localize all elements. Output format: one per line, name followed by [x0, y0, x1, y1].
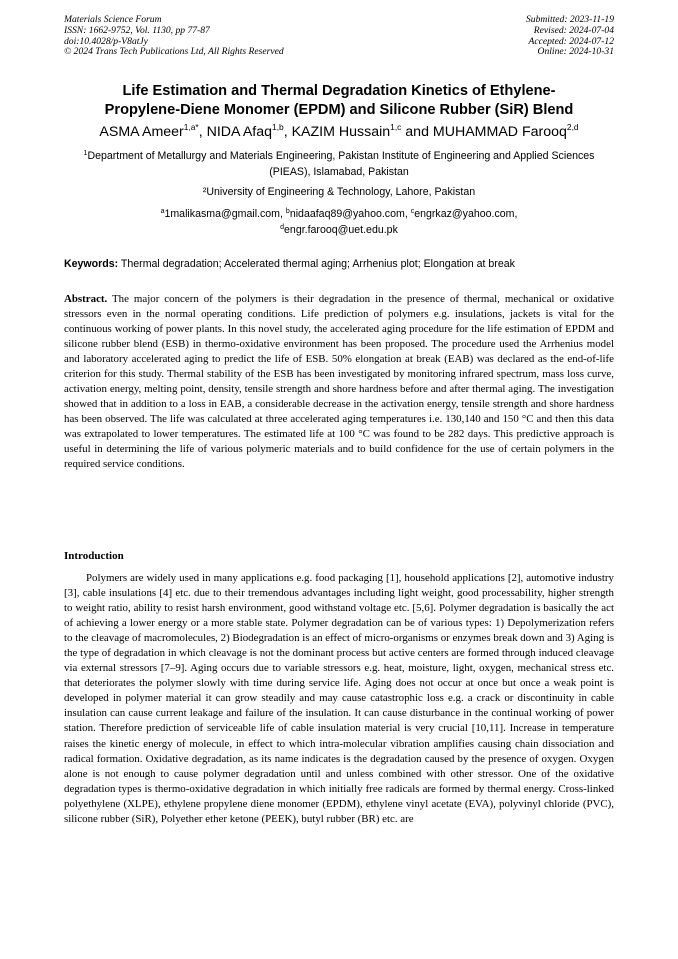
- author-name: ASMA Ameer: [99, 124, 184, 140]
- introduction-paragraph: Polymers are widely used in many applications e.g. food packaging [1], household applications [2], automotive industry [3], cable insulations [4] etc. due to their tremendous advantages including light weight, good processability, higher strength to weight ratio, ability to resist harsh environment, good withstand voltage etc. [5,6]. Polymer degradation is basically the act of achieving a lower energy or a more stable state. Polymer degradation can be of various types: 1) Depolymerization refers to the cleavage of macromolecules, 2) Biodegradation is an effect of micro-organisms or enzymes break down and 3) Aging is the type of degradation in which cleavage is not the dominant process but active centers are formed through induced cleavage via external stressors [7–9]. Aging occurs due to variable stressors e.g. heat, moisture, light, oxygen, mechanical stress etc. that deteriorates the polymer slowly with time during service life. Aging does not occur at once but once a weak point is developed in polymer material it can grow steadily and may cause catastrophic loss e.g. a crack or discontinuity in cable insulation can cause current leakage and failure of the insulation. It can cause disturbance in the continual working of power station. Therefore prediction of serviceable life of cable insulation material is very crucial [10,11]. Increase in temperature raises the kinetic energy of molecule, in effect to which intra-molecular vibration amplifies causing chain dissociation and radical formation. Oxidative degradation, as its name indicates is the degradation caused by the presence of oxygen. Oxygen alone is not enough to cause polymer degradation until and unless combined with other stressor. One of the oxidative degradation types is thermo-oxidative degradation in which initially free radicals are formed by thermal energy. Cross-linked polyethylene (XLPE), ethylene propylene diene monomer (EPDM), ethylene vinyl acetate (EVA), polyvinyl chloride (PVC), silicone rubber (SiR), Polyether ether ketone (PEEK), butyl rubber (BR) etc. are: [64, 572, 615, 825]
- dates-header: [526, 15, 614, 58]
- author-superscript: 2,d: [566, 122, 579, 132]
- email-address[interactable]: 1malikasma@gmail.com,: [164, 208, 286, 220]
- date-online: Online: 2024-10-31: [537, 46, 614, 58]
- email-list: [70, 207, 608, 238]
- journal-doi[interactable]: doi:10.4028/p-V8atJy: [64, 35, 148, 47]
- date-submitted: Submitted: 2023-11-19: [525, 14, 614, 25]
- abstract-label: Abstract.: [64, 293, 108, 305]
- affiliation-1: [70, 149, 608, 180]
- author-superscript: 1,a*: [183, 122, 199, 132]
- author-superscript: 1,c: [390, 122, 402, 132]
- date-revised: Revised: 2024-07-04: [533, 24, 614, 36]
- author-name: MUHAMMAD Farooq: [432, 124, 567, 140]
- author-name: KAZIM Hussain: [291, 124, 391, 140]
- author-separator: and: [401, 124, 433, 140]
- keywords-label: Keywords:: [64, 258, 119, 270]
- email-superscript: a: [160, 208, 165, 215]
- affiliation-2: ²University of Engineering & Technology, Lahore, Pakistan: [202, 186, 476, 198]
- affiliation-1-text: Department of Metallurgy and Materials Engineering, Pakistan Institute of Engineering and Applied Sciences (PIEAS), Islamabad, Pakistan: [87, 150, 595, 178]
- author-name: NIDA Afaq: [206, 124, 273, 140]
- title-line-1: Life Estimation and Thermal Degradation Kinetics of Ethylene-: [122, 83, 556, 99]
- introduction-heading: Introduction: [64, 550, 124, 562]
- email-address[interactable]: engrkaz@yahoo.com,: [414, 208, 518, 220]
- journal-header: [64, 15, 284, 58]
- email-address[interactable]: engr.farooq@uet.edu.pk: [284, 223, 398, 236]
- email-superscript: d: [280, 223, 285, 231]
- email-address[interactable]: nidaafaq89@yahoo.com,: [289, 208, 411, 220]
- abstract-text: The major concern of the polymers is their degradation in the presence of thermal, mechanical or oxidative stressors even in the normal operating conditions. Life prediction of polymers e.g. insulations, jackets is vital for the continuous working of power plants. In this novel study, the accelerated aging procedure for the life estimation of EPDM and silicone rubber blend (ESB) in thermo-oxidative environment has been proposed. The procedure used the Arrhenius model and laboratory accelerated aging to predict the life of ESB. 50% elongation at break (EAB) was declared as the end-of-life criterion for this study. Thermal stability of the ESB has been investigated by monitoring infrared spectrum, mass loss curve, activation energy, melting point, density, tensile strength and shore hardness before and after thermal aging. The investigation showed that in addition to a loss in EAB, a considerable decrease in the activation energy, tensile strength and shore hardness has been observed. The life was calculated at three accelerated aging temperatures i.e. 130,140 and 150 °C and then this data was extrapolated to lower temperatures. The estimated life at 100 °C was found to be 282 days. This predictive approach is useful in determining the life of various polymeric materials and to build confidence for the use of certain polymers in the required service conditions.: [64, 293, 614, 470]
- journal-issn: ISSN: 1662-9752, Vol. 1130, pp 77-87: [64, 24, 210, 36]
- paper-title: [40, 82, 638, 119]
- author-superscript: 1,b: [272, 122, 284, 132]
- journal-name: Materials Science Forum: [64, 14, 162, 25]
- journal-copyright: © 2024 Trans Tech Publications Ltd, All Rights Reserved: [64, 46, 284, 58]
- author-separator: ,: [198, 124, 207, 140]
- date-accepted: Accepted: 2024-07-12: [528, 35, 614, 47]
- abstract: [64, 292, 614, 472]
- author-list: [40, 123, 638, 141]
- email-superscript: b: [285, 208, 290, 215]
- affiliation-1-superscript: 1: [83, 150, 88, 157]
- keywords: [64, 257, 624, 271]
- email-superscript: c: [410, 208, 415, 215]
- title-line-2: Propylene-Diene Monomer (EPDM) and Silicone Rubber (SiR) Blend: [104, 101, 574, 118]
- author-separator: ,: [283, 124, 292, 140]
- keywords-text: Thermal degradation; Accelerated thermal aging; Arrhenius plot; Elongation at break: [118, 258, 515, 270]
